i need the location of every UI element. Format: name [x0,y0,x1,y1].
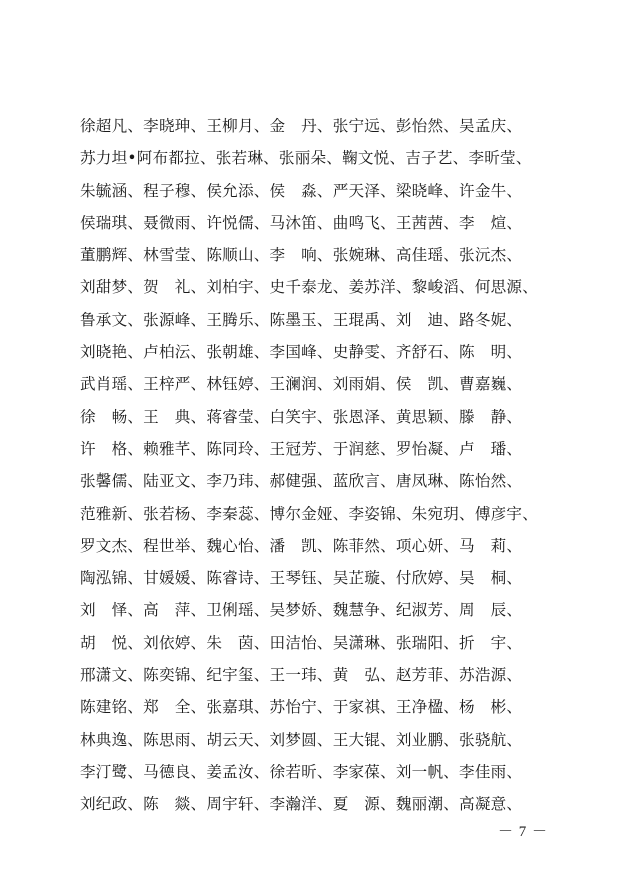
name-line: 范雅新、张若杨、李秦蕊、博尔金娅、李姿锦、朱宛玥、傅彦宇、 [80,504,539,523]
name-line: 鲁承文、张源峰、王腾乐、陈墨玉、王琨禹、刘 迪、路冬妮、 [80,310,523,329]
name-line: 刘 怿、高 萍、卫俐瑶、吴梦娇、魏慧争、纪淑芳、周 辰、 [80,601,523,620]
name-line: 刘甜梦、贺 礼、刘柏宇、史千泰龙、姜苏洋、黎峻滔、何思源、 [80,278,539,297]
name-line: 侯瑞琪、聂微雨、许悦儒、马沐笛、曲鸣飞、王茜茜、李 煊、 [80,213,523,232]
name-line: 董鹏辉、林雪莹、陈顺山、李 响、张婉琳、高佳瑶、张沅杰、 [80,246,523,265]
name-line: 苏力坦•阿布都拉、张若琳、张丽朵、鞠文悦、吉子艺、李昕莹、 [80,149,532,168]
name-line: 林典逸、陈思雨、胡云天、刘梦圆、王大锟、刘业鹏、张骁航、 [80,730,523,749]
name-line: 徐超凡、李晓珅、王柳月、金 丹、张宁远、彭怡然、吴孟庆、 [80,117,523,135]
name-line: 罗文杰、程世举、魏心怡、潘 凯、陈菲然、项心妍、马 莉、 [80,536,523,555]
name-line: 朱毓涵、程子穆、侯允添、侯 淼、严天泽、梁晓峰、许金牛、 [80,181,523,200]
name-list [80,114,550,825]
name-line: 张馨儒、陆亚文、李乃玮、郝健强、蓝欣言、唐凤琳、陈怡然、 [80,472,523,491]
name-line: 武肖瑶、王梓严、林钰婷、王澜润、刘雨娟、侯 凯、曹嘉巍、 [80,375,523,394]
name-line: 胡 悦、刘依婷、朱 茵、田洁怡、吴潇琳、张瑞阳、折 宇、 [80,633,523,652]
page-number: － 7 － [498,824,549,840]
name-line: 邢潇文、陈奕锦、纪宇玺、王一玮、黄 弘、赵芳菲、苏浩源、 [80,666,523,685]
name-line: 陶泓锦、甘媛媛、陈睿诗、王琴钰、吴芷璇、付欣婷、吴 桐、 [80,569,523,588]
name-line: 徐 畅、王 典、蒋睿莹、白笑宇、张恩泽、黄思颖、滕 静、 [80,407,523,426]
name-line: 陈建铭、郑 全、张嘉琪、苏怡宁、于家祺、王净楹、杨 彬、 [80,698,523,717]
name-line: 李汀鹭、马德良、姜孟汝、徐若昕、李家葆、刘一帆、李佳雨、 [80,762,523,781]
name-line: 刘晓艳、卢柏沄、张朝雄、李国峰、史静雯、齐舒石、陈 明、 [80,343,523,362]
name-line: 许 格、赖雅芊、陈同玲、王冠芳、于润慈、罗怡凝、卢 璠、 [80,439,523,458]
name-line: 刘纪政、陈 燚、周宇轩、李瀚洋、夏 源、魏丽潮、高凝意、 [80,795,523,814]
